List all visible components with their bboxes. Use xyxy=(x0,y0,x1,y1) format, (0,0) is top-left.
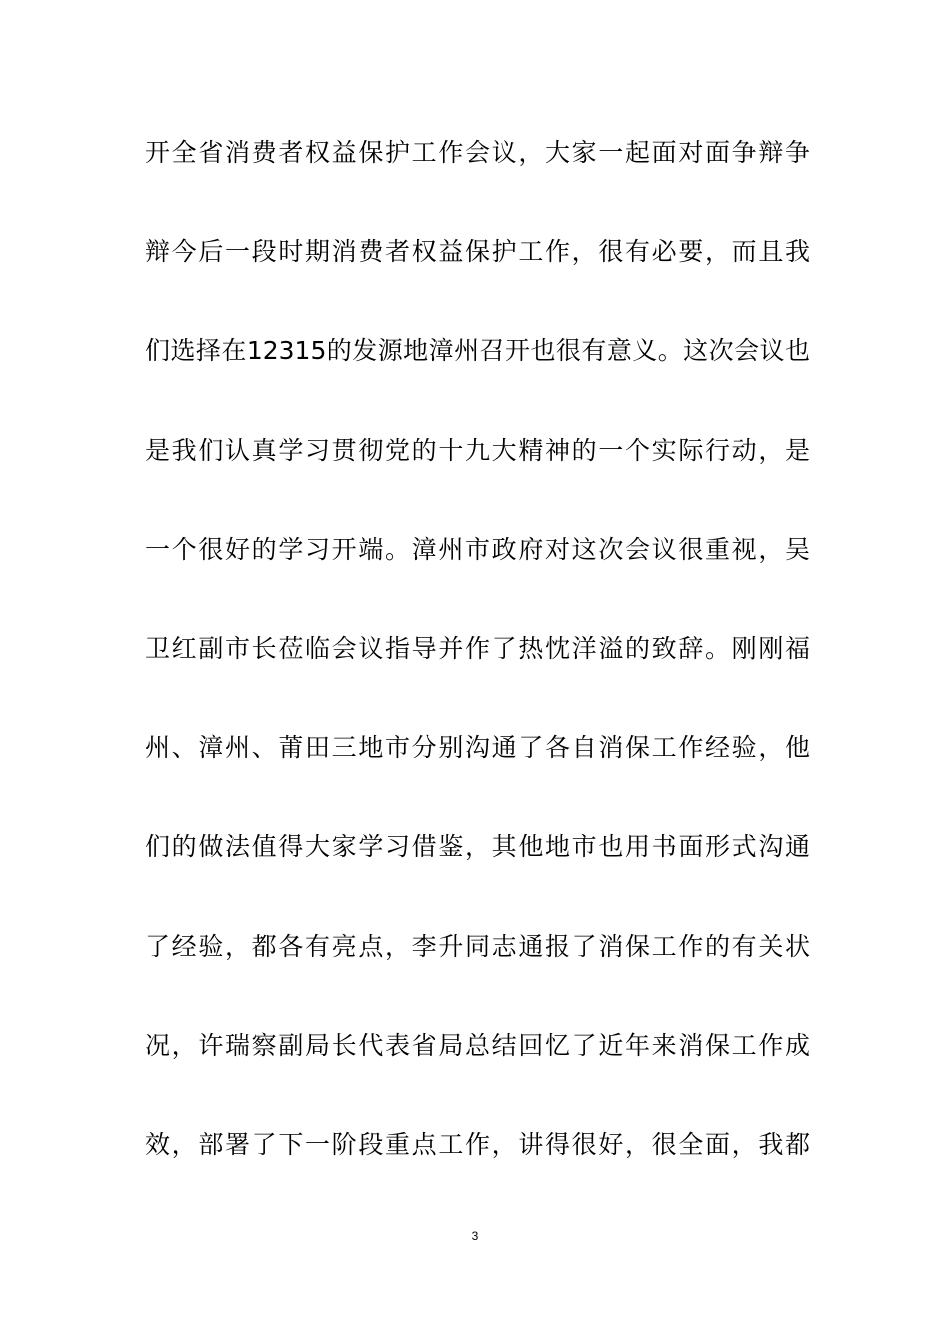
body-text xyxy=(145,128,810,1219)
text-line: 是我们认真学习贯彻党的十九大精神的一个实际行动，是 xyxy=(145,435,810,465)
text-line: 州、漳州、莆田三地市分别沟通了各自消保工作经验，他 xyxy=(145,733,810,763)
text-line: 了经验，都各有亮点，李升同志通报了消保工作的有关状 xyxy=(145,931,810,961)
text-line: 开全省消费者权益保护工作会议，大家一起面对面争辩争 xyxy=(145,138,810,167)
text-line: 们选择在12315的发源地漳州召开也很有意义。这次会议也 xyxy=(145,336,810,366)
text-line: 卫红副市长莅临会议指导并作了热忱洋溢的致辞。刚刚福 xyxy=(145,633,810,663)
page-number: 3 xyxy=(471,1229,479,1243)
text-line: 一个很好的学习开端。漳州市政府对这次会议很重视，吴 xyxy=(145,534,810,564)
text-line: 们的做法值得大家学习借鉴，其他地市也用书面形式沟通 xyxy=(145,832,810,862)
text-line: 辩今后一段时期消费者权益保护工作，很有必要，而且我 xyxy=(145,237,810,267)
text-line: 况，许瑞察副局长代表省局总结回忆了近年来消保工作成 xyxy=(145,1030,810,1060)
text-line: 效，部署了下一阶段重点工作，讲得很好，很全面，我都 xyxy=(145,1129,810,1159)
